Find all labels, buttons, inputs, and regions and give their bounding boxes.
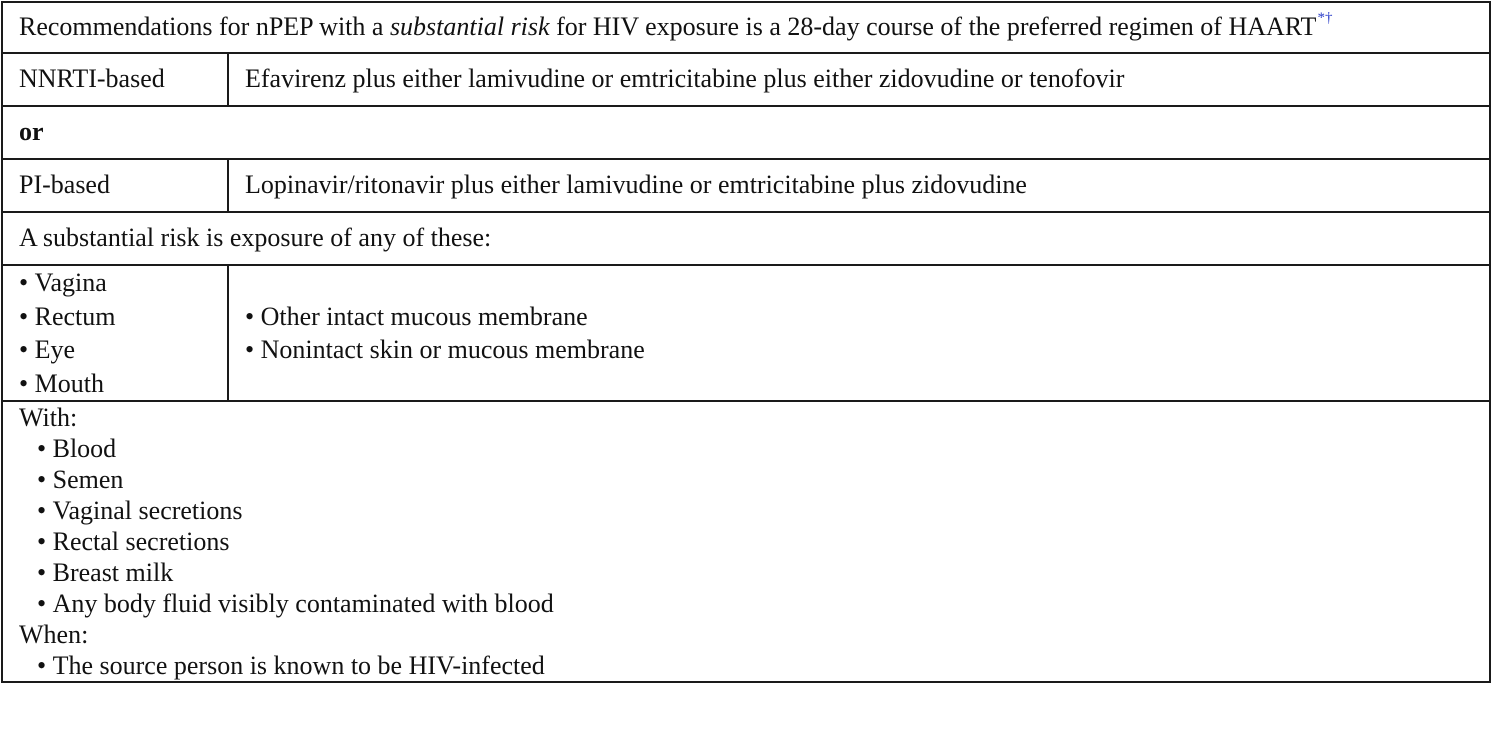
title-text-after: for HIV exposure is a 28-day course of the preferred regimen of HAART [549, 12, 1317, 42]
list-item: • Other intact mucous membrane [245, 300, 1473, 334]
with-when-row [2, 401, 1490, 682]
list-item: • Eye [19, 333, 211, 367]
regimen-row-pi [2, 159, 1490, 212]
list-item: • Rectal secretions [37, 526, 1473, 557]
risk-heading-row [2, 212, 1490, 265]
when-label: When: [19, 620, 89, 649]
list-item: • Nonintact skin or mucous membrane [245, 333, 1473, 367]
list-item: • Vagina [19, 266, 211, 300]
title-row [2, 2, 1490, 53]
or-row [2, 106, 1490, 159]
list-item: • Blood [37, 433, 1473, 464]
list-item: • Breast milk [37, 557, 1473, 588]
list-item: • Any body fluid visibly contaminated with blood [37, 588, 1473, 619]
with-when-cell [2, 401, 1490, 682]
risk-heading: A substantial risk is exposure of any of these: [2, 212, 1490, 265]
list-item: • The source person is known to be HIV-infected [37, 650, 1473, 681]
list-item: • Vaginal secretions [37, 495, 1473, 526]
regimen-label: PI-based [2, 159, 228, 212]
regimen-description: Lopinavir/ritonavir plus either lamivudine or emtricitabine plus zidovudine [228, 159, 1490, 212]
with-label: With: [19, 403, 78, 432]
list-item: • Rectum [19, 300, 211, 334]
exposure-sites-row [2, 265, 1490, 401]
list-item: • Mouth [19, 367, 211, 401]
title-text-before: Recommendations for nPEP with a [19, 12, 390, 42]
or-separator: or [2, 106, 1490, 159]
exposure-sites-left-list [19, 266, 211, 400]
exposure-sites-right-list [245, 300, 1473, 367]
table-title [2, 2, 1490, 53]
fluids-list [19, 433, 1473, 619]
title-italic-emphasis: substantial risk [389, 12, 550, 42]
exposure-sites-left-cell [2, 265, 228, 401]
footnote-marker[interactable]: *† [1317, 10, 1333, 27]
list-item: • Semen [37, 464, 1473, 495]
regimen-label: NNRTI-based [2, 53, 228, 106]
exposure-sites-right-cell [228, 265, 1490, 401]
regimen-row-nnrti [2, 53, 1490, 106]
regimen-description: Efavirenz plus either lamivudine or emtricitabine plus either zidovudine or tenofovir [228, 53, 1490, 106]
npep-recommendations-table [1, 1, 1491, 683]
conditions-list [19, 650, 1473, 681]
